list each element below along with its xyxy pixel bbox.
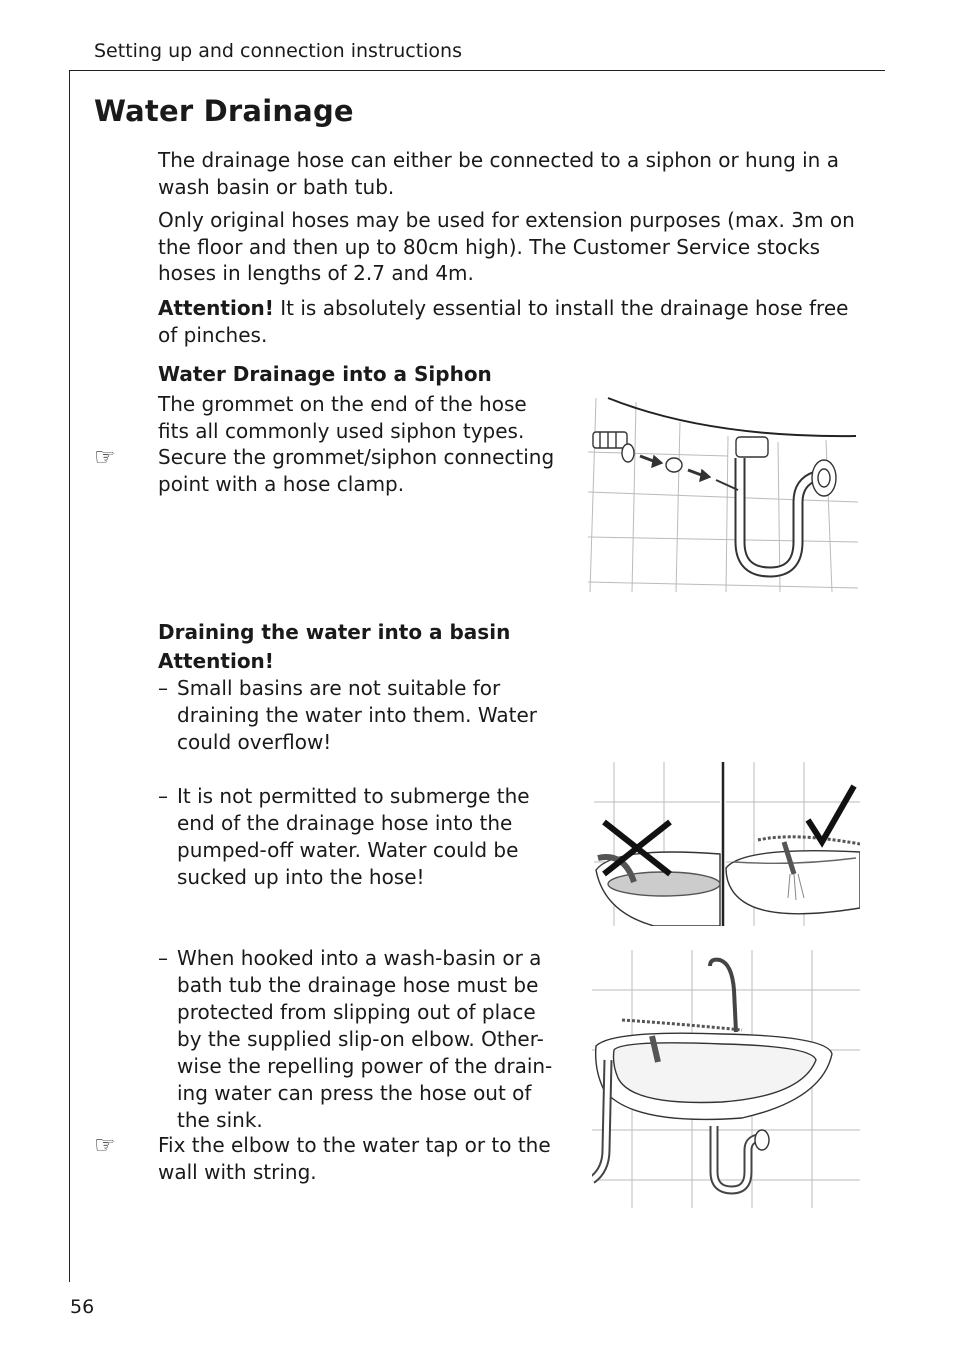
washbasin-elbow-illustration: [592, 950, 860, 1208]
wrong-right-illustration: [594, 762, 860, 926]
bullet-text: Small basins are not suitable for draining the water into them. Water could overflow!: [177, 676, 538, 754]
attention-text: It is absolutely essential to install the drainage hose free of pinches.: [158, 296, 849, 347]
bullet-dash: –: [158, 784, 168, 808]
bullet-text: It is not permitted to submerge the end of the drainage hose into the pumped-off water. Water could be sucked up into the hose!: [177, 784, 530, 889]
page-title: Water Drainage: [94, 94, 354, 128]
margin-rule: [69, 70, 70, 1282]
bullet-text: When hooked into a wash-basin or a bath tub the drainage hose must be protected from slipping out of place by the supplied slip-on elbow. Other-wise the repelling power of the drain-ing water can press the hose out of the sink.: [177, 946, 553, 1132]
siphon-illustration: [588, 392, 860, 594]
basin-tip: Fix the elbow to the water tap or to the wall with string.: [158, 1133, 551, 1184]
siphon-heading: Water Drainage into a Siphon: [158, 362, 492, 386]
attention-paragraph: [158, 295, 863, 348]
page-number: 56: [70, 1296, 95, 1318]
bullet-dash: –: [158, 676, 168, 700]
basin-attention: Attention!: [158, 649, 274, 673]
header-rule: [69, 70, 885, 71]
running-header: Setting up and connection instructions: [94, 40, 462, 62]
bullet-dash: –: [158, 946, 168, 970]
pointing-hand-icon: ☞: [94, 443, 116, 471]
siphon-tip: Secure the grommet/siphon connecting point with a hose clamp.: [158, 445, 555, 496]
pointing-hand-icon: ☞: [94, 1131, 116, 1159]
siphon-text: The grommet on the end of the hose fits all commonly used siphon types.: [158, 392, 527, 443]
intro-paragraph-1: The drainage hose can either be connected to a siphon or hung in a wash basin or bath tub.: [158, 148, 839, 199]
intro-paragraph-2: Only original hoses may be used for extension purposes (max. 3m on the floor and then up to 80cm high). The Customer Service stocks hoses in lengths of 2.7 and 4m.: [158, 208, 855, 285]
attention-label: Attention!: [158, 296, 274, 320]
basin-heading: Draining the water into a basin: [158, 620, 511, 644]
